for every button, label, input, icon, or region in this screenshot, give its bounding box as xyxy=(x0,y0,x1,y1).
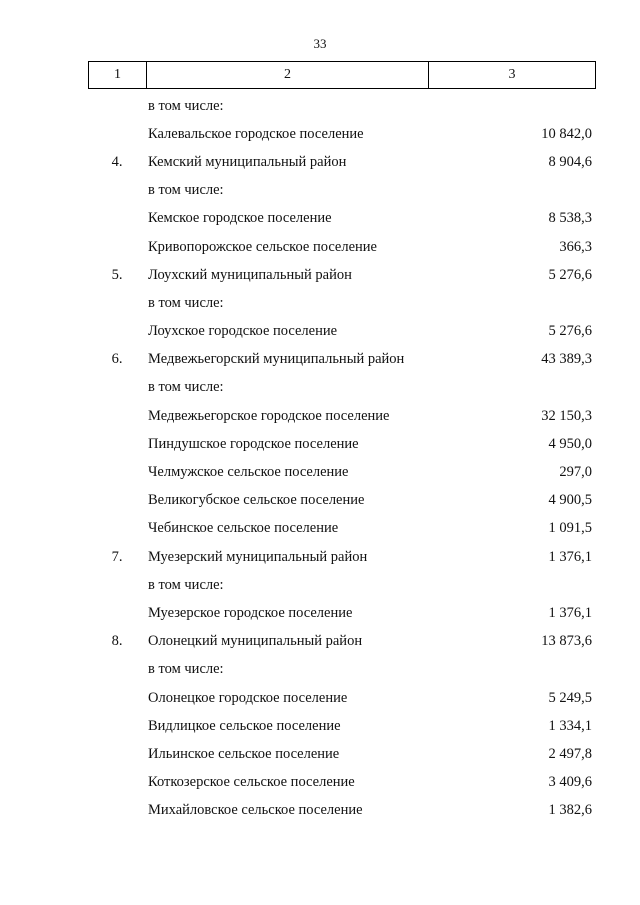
row-value: 3 409,6 xyxy=(548,774,592,791)
row-name: Челмужское сельское поселение xyxy=(148,464,349,481)
row-name: Медвежьегорское городское поселение xyxy=(148,407,390,424)
table-row xyxy=(88,656,596,684)
row-name: Коткозерское сельское поселение xyxy=(148,774,355,791)
page-number: 33 xyxy=(313,36,327,51)
table-row xyxy=(88,402,596,430)
row-value: 10 842,0 xyxy=(541,125,592,142)
row-name: Чебинское сельское поселение xyxy=(148,520,339,537)
table-row xyxy=(88,740,596,768)
table-row xyxy=(88,543,596,571)
table-row xyxy=(88,684,596,712)
table-row xyxy=(88,797,596,825)
row-name: в том числе: xyxy=(148,661,224,678)
table-row xyxy=(88,374,596,402)
row-value: 4 950,0 xyxy=(548,435,592,452)
row-name: Кемское городское поселение xyxy=(148,210,332,227)
row-name: Муезерский муниципальный район xyxy=(148,548,368,565)
row-name: Олонецкое городское поселение xyxy=(148,689,348,706)
row-number: 4. xyxy=(111,153,123,170)
row-number: 8. xyxy=(111,633,123,650)
row-name: Ильинское сельское поселение xyxy=(148,745,340,762)
table-row xyxy=(88,120,596,148)
row-value: 5 276,6 xyxy=(548,266,592,283)
row-name: в том числе: xyxy=(148,576,224,593)
row-name: в том числе: xyxy=(148,379,224,396)
row-name: Кемский муниципальный район xyxy=(148,153,347,170)
row-value: 32 150,3 xyxy=(541,407,592,424)
table-row xyxy=(88,515,596,543)
row-value: 1 091,5 xyxy=(548,520,592,537)
row-name: Олонецкий муниципальный район xyxy=(148,633,363,650)
header-col-1: 1 xyxy=(89,62,147,88)
table-row xyxy=(88,177,596,205)
row-value: 1 334,1 xyxy=(548,717,592,734)
table-row xyxy=(88,346,596,374)
row-value: 366,3 xyxy=(559,238,592,255)
table-row xyxy=(88,599,596,627)
table-row xyxy=(88,712,596,740)
row-name: Муезерское городское поселение xyxy=(148,604,353,621)
row-value: 1 376,1 xyxy=(548,604,592,621)
row-value: 2 497,8 xyxy=(548,745,592,762)
row-number: 7. xyxy=(111,548,123,565)
row-name: Видлицкое сельское поселение xyxy=(148,717,341,734)
row-value: 1 382,6 xyxy=(548,802,592,819)
row-name: Пиндушское городское поселение xyxy=(148,435,359,452)
table-row xyxy=(88,628,596,656)
row-value: 1 376,1 xyxy=(548,548,592,565)
row-value: 8 538,3 xyxy=(548,210,592,227)
row-name: в том числе: xyxy=(148,97,224,114)
row-name: Кривопорожское сельское поселение xyxy=(148,238,377,255)
header-col-3: 3 xyxy=(508,67,516,82)
row-value: 5 276,6 xyxy=(548,323,592,340)
table-row xyxy=(88,148,596,176)
table-body xyxy=(88,92,596,825)
row-name: Лоухский муниципальный район xyxy=(148,266,352,283)
row-name: Медвежьегорский муниципальный район xyxy=(148,351,405,368)
header-col-2: 2 xyxy=(147,62,429,88)
table-row xyxy=(88,318,596,346)
row-number: 5. xyxy=(111,266,123,283)
table-row xyxy=(88,289,596,317)
row-name: Лоухское городское поселение xyxy=(148,323,338,340)
row-name: в том числе: xyxy=(148,294,224,311)
row-value: 5 249,5 xyxy=(548,689,592,706)
row-name: Михайловское сельское поселение xyxy=(148,802,363,819)
table-row xyxy=(88,571,596,599)
row-value: 43 389,3 xyxy=(541,351,592,368)
table-row xyxy=(88,233,596,261)
row-value: 4 900,5 xyxy=(548,492,592,509)
table-row xyxy=(88,458,596,486)
row-name: в том числе: xyxy=(148,182,224,199)
row-value: 297,0 xyxy=(559,464,592,481)
row-value: 8 904,6 xyxy=(548,153,592,170)
table-header xyxy=(88,61,596,89)
row-value: 13 873,6 xyxy=(541,633,592,650)
table-row xyxy=(88,430,596,458)
row-name: Великогубское сельское поселение xyxy=(148,492,365,509)
row-name: Калевальское городское поселение xyxy=(148,125,364,142)
table-row xyxy=(88,92,596,120)
row-number: 6. xyxy=(111,351,123,368)
table-row xyxy=(88,769,596,797)
table-row xyxy=(88,261,596,289)
table-row xyxy=(88,487,596,515)
table-row xyxy=(88,205,596,233)
